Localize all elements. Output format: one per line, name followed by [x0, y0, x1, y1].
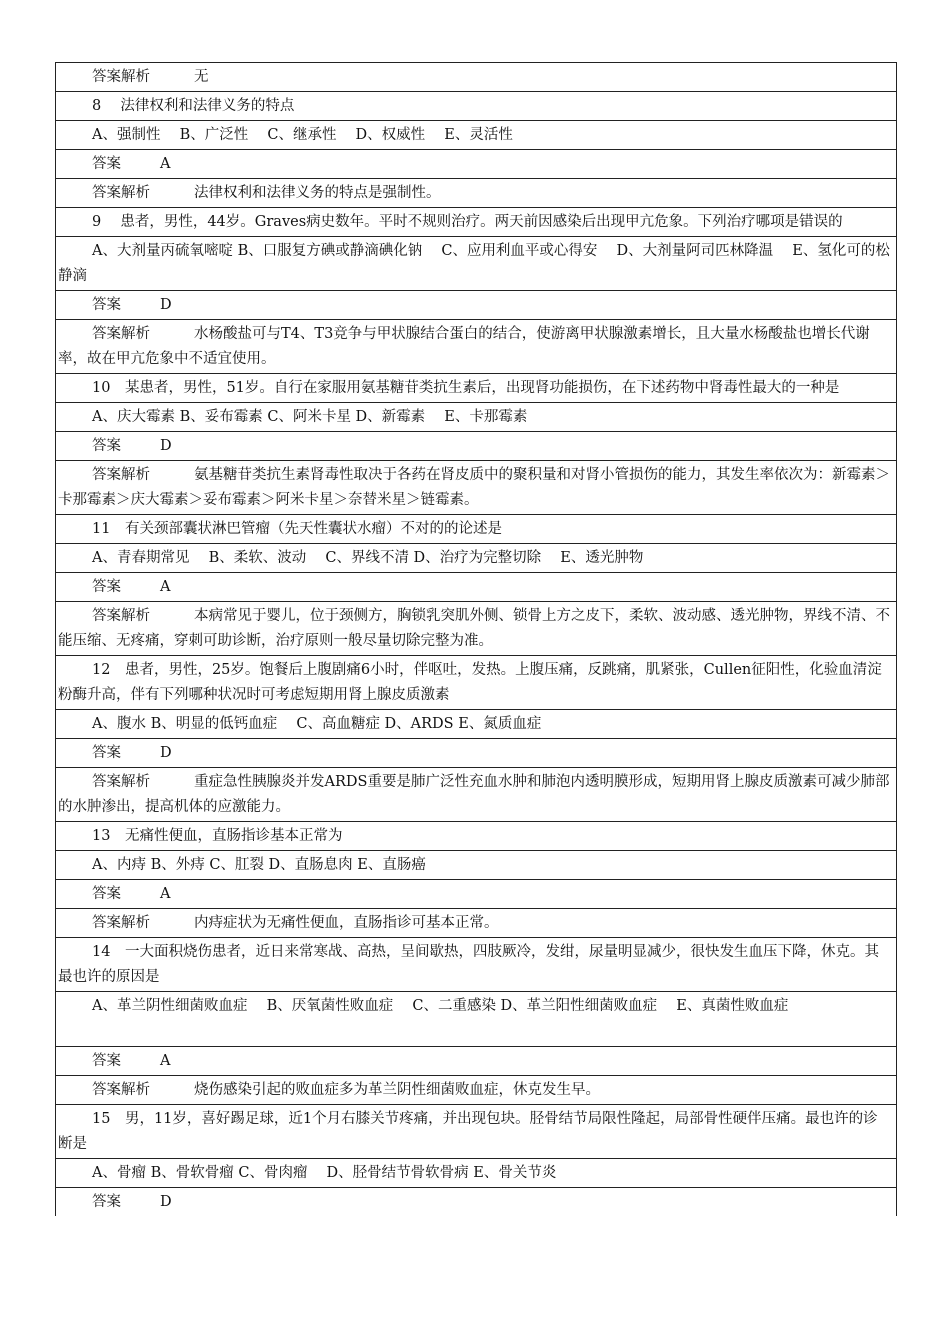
answer-label: 答案 — [92, 1194, 121, 1210]
question-row: 10 某患者，男性，51岁。自行在家服用氨基糖苷类抗生素后，出现肾功能损伤，在下述药物中肾毒性最大的一种是 — [56, 374, 896, 403]
explanation-text: 本病常见于婴儿，位于颈侧方，胸锁乳突肌外侧、锁骨上方之皮下，柔软、波动感、透光肿物，界线不清、不能压缩、无疼痛，穿刺可助诊断，治疗原则一般尽量切除完整为准。 — [58, 608, 890, 649]
options-row: A、青春期常见 B、柔软、波动 C、界线不清 D、治疗为完整切除 E、透光肿物 — [56, 544, 896, 573]
answer-value: D — [160, 745, 172, 761]
answer-row — [56, 432, 896, 461]
explanation-text: 烧伤感染引起的败血症多为革兰阴性细菌败血症，休克发生早。 — [194, 1082, 600, 1098]
explanation-row — [56, 63, 896, 92]
answer-row — [56, 739, 896, 768]
explanation-label: 答案解析 — [92, 1082, 150, 1098]
explanation-text: 重症急性胰腺炎并发ARDS重要是肺广泛性充血水肿和肺泡内透明膜形成，短期用肾上腺皮质激素可减少肺部的水肿渗出，提高机体的应激能力。 — [58, 774, 890, 815]
question-row: 15 男，11岁，喜好踢足球，近1个月右膝关节疼痛，并出现包块。胫骨结节局限性隆起，局部骨性硬伴压痛。最也许的诊断是 — [56, 1105, 896, 1159]
options-row: A、庆大霉素 B、妥布霉素 C、阿米卡星 D、新霉素 E、卡那霉素 — [56, 403, 896, 432]
explanation-label: 答案解析 — [92, 915, 150, 931]
answer-value: D — [160, 1194, 172, 1210]
question-row: 14 一大面积烧伤患者，近日来常寒战、高热，呈间歇热，四肢厥冷，发绀，尿量明显减少，很快发生血压下降，休克。其最也许的原因是 — [56, 938, 896, 992]
explanation-row — [56, 768, 896, 822]
explanation-label: 答案解析 — [92, 467, 150, 483]
answer-row — [56, 150, 896, 179]
explanation-label: 答案解析 — [92, 326, 150, 342]
options-row: A、强制性 B、广泛性 C、继承性 D、权威性 E、灵活性 — [56, 121, 896, 150]
options-row: A、腹水 B、明显的低钙血症 C、高血糖症 D、ARDS E、氮质血症 — [56, 710, 896, 739]
question-row: 8 法律权利和法律义务的特点 — [56, 92, 896, 121]
answer-label: 答案 — [92, 438, 121, 454]
explanation-text: 氨基糖苷类抗生素肾毒性取决于各药在肾皮质中的聚积量和对肾小管损伤的能力，其发生率依次为：新霉素＞卡那霉素＞庆大霉素＞妥布霉素＞阿米卡星＞奈替米星＞链霉素。 — [58, 467, 890, 508]
explanation-label: 答案解析 — [92, 774, 150, 790]
options-row: A、骨瘤 B、骨软骨瘤 C、骨肉瘤 D、胫骨结节骨软骨病 E、骨关节炎 — [56, 1159, 896, 1188]
explanation-row — [56, 1076, 896, 1105]
explanation-row — [56, 909, 896, 938]
explanation-row — [56, 461, 896, 515]
explanation-text: 无 — [194, 69, 209, 85]
explanation-text: 法律权利和法律义务的特点是强制性。 — [194, 185, 441, 201]
answer-label: 答案 — [92, 886, 121, 902]
answer-row — [56, 1047, 896, 1076]
explanation-row — [56, 179, 896, 208]
answer-value: A — [160, 1053, 171, 1069]
explanation-text: 内痔症状为无痛性便血，直肠指诊可基本正常。 — [194, 915, 499, 931]
answer-label: 答案 — [92, 745, 121, 761]
question-row: 11 有关颈部囊状淋巴管瘤（先天性囊状水瘤）不对的的论述是 — [56, 515, 896, 544]
answer-value: D — [160, 297, 172, 313]
answer-label: 答案 — [92, 156, 121, 172]
answer-row — [56, 291, 896, 320]
explanation-label: 答案解析 — [92, 185, 150, 201]
answer-value: A — [160, 156, 171, 172]
question-table — [55, 62, 897, 1216]
answer-row — [56, 1188, 896, 1216]
options-row: A、革兰阴性细菌败血症 B、厌氧菌性败血症 C、二重感染 D、革兰阳性细菌败血症 E、真菌性败血症 — [56, 992, 896, 1047]
question-row: 13 无痛性便血，直肠指诊基本正常为 — [56, 822, 896, 851]
explanation-text: 水杨酸盐可与T4、T3竞争与甲状腺结合蛋白的结合，使游离甲状腺激素增长，且大量水杨酸盐也增长代谢率，故在甲亢危象中不适宜使用。 — [58, 326, 870, 367]
explanation-row — [56, 320, 896, 374]
answer-label: 答案 — [92, 1053, 121, 1069]
answer-label: 答案 — [92, 579, 121, 595]
explanation-label: 答案解析 — [92, 69, 150, 85]
answer-value: A — [160, 579, 171, 595]
explanation-row — [56, 602, 896, 656]
answer-value: D — [160, 438, 172, 454]
answer-value: A — [160, 886, 171, 902]
question-row: 9 患者，男性，44岁。Graves病史数年。平时不规则治疗。两天前因感染后出现甲亢危象。下列治疗哪项是错误的 — [56, 208, 896, 237]
question-row: 12 患者，男性，25岁。饱餐后上腹剧痛6小时，伴呕吐，发热。上腹压痛，反跳痛，肌紧张，Cullen征阳性，化验血清淀粉酶升高，伴有下列哪种状况时可考虑短期用肾上腺皮质激素 — [56, 656, 896, 710]
answer-row — [56, 573, 896, 602]
explanation-label: 答案解析 — [92, 608, 150, 624]
answer-row — [56, 880, 896, 909]
options-row: A、内痔 B、外痔 C、肛裂 D、直肠息肉 E、直肠癌 — [56, 851, 896, 880]
answer-label: 答案 — [92, 297, 121, 313]
options-row: A、大剂量丙硫氧嘧啶 B、口服复方碘或静滴碘化钠 C、应用利血平或心得安 D、大剂量阿司匹林降温 E、氢化可的松静滴 — [56, 237, 896, 291]
